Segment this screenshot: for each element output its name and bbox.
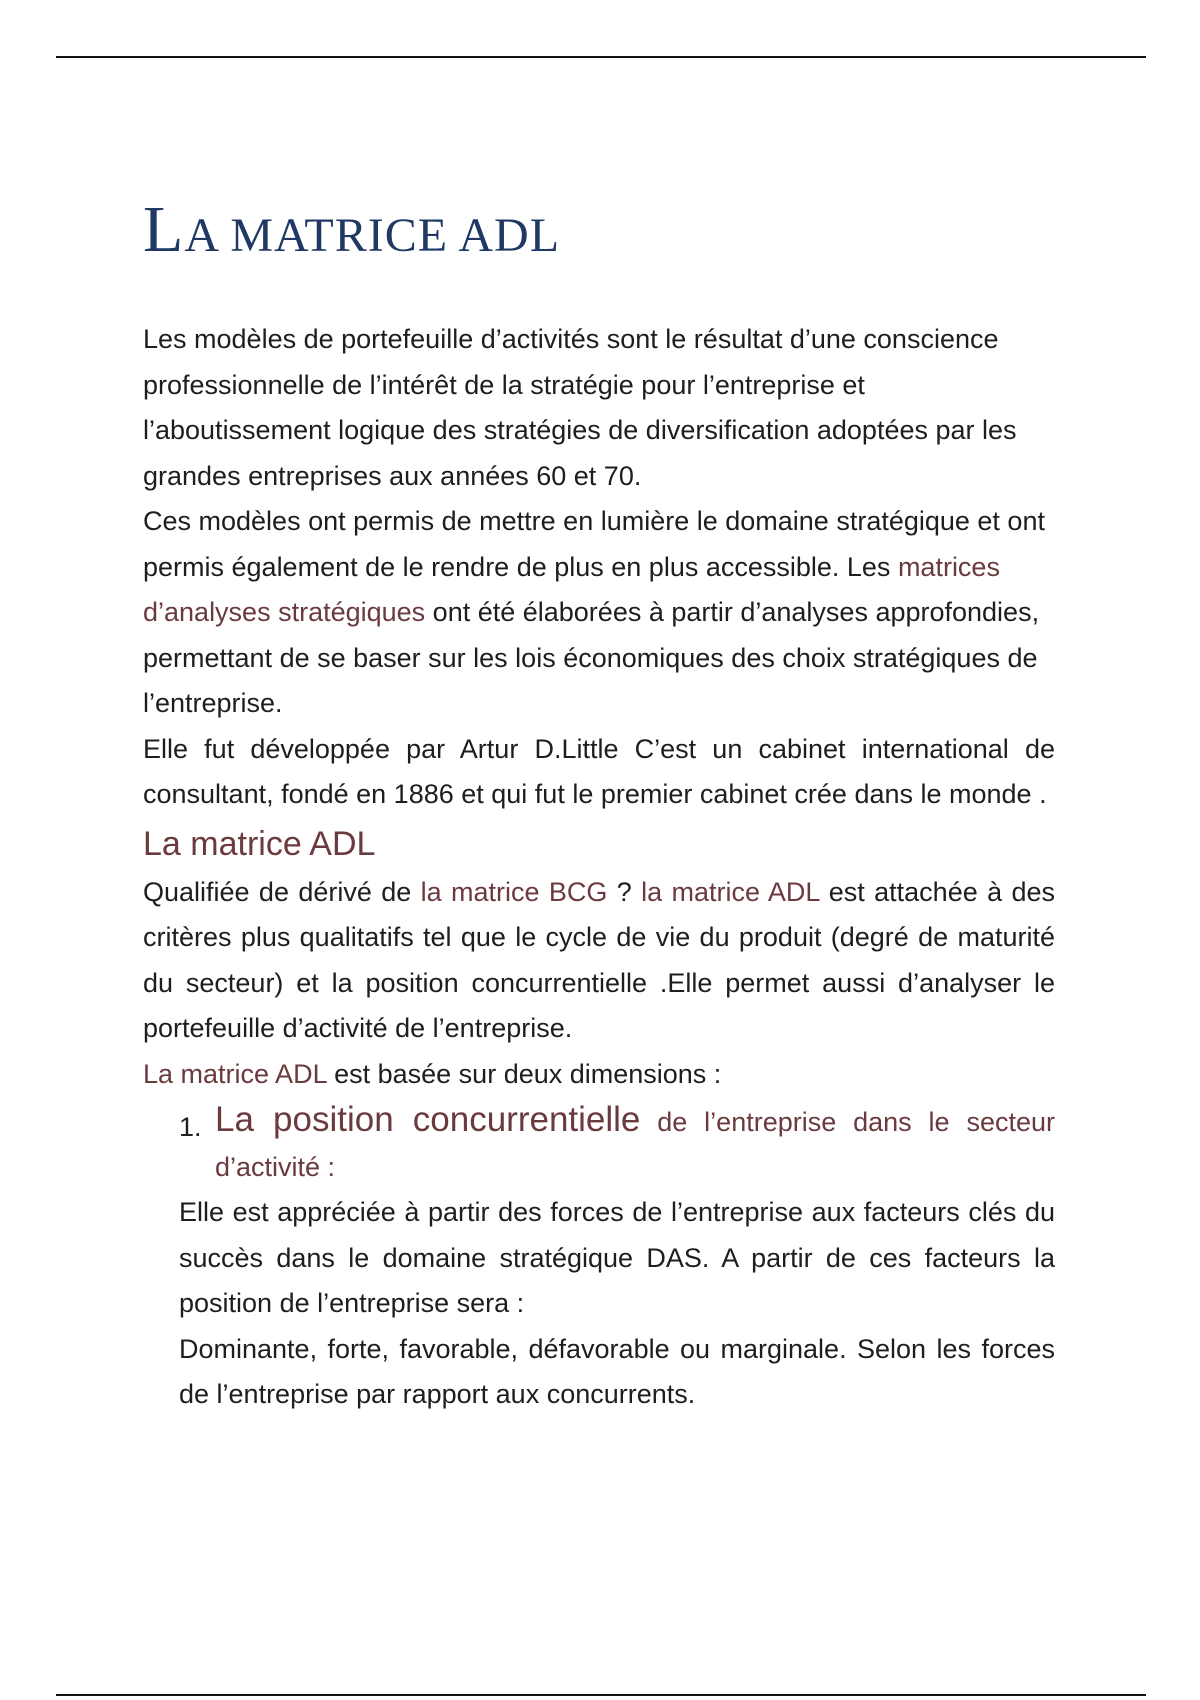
paragraph-2 bbox=[143, 499, 1055, 727]
title-first-letter: L bbox=[143, 193, 185, 266]
intro-paragraph: Les modèles de portefeuille d’activités sont le résultat d’une conscience professionnelle de l’intérêt de la stratégie pour l’entreprise et l’aboutissement logique des stratégies de diversification adoptées par les grandes entreprises aux années 60 et 70. bbox=[143, 324, 1017, 491]
section-p2-highlight: La matrice ADL bbox=[143, 1058, 327, 1089]
document-body bbox=[143, 190, 1055, 1418]
section-p1-start: Qualifiée de dérivé de bbox=[143, 876, 421, 907]
list-item-lead: La position concurrentielle bbox=[215, 1100, 641, 1140]
footer-rule bbox=[56, 1694, 1146, 1696]
list-item bbox=[179, 1097, 1055, 1190]
section-p1-mid: ? bbox=[607, 876, 642, 907]
numbered-list bbox=[179, 1097, 1055, 1418]
section-p1-highlight-bcg: la matrice BCG bbox=[420, 876, 608, 907]
section-p2-rest: est basée sur deux dimensions : bbox=[326, 1058, 722, 1089]
section-paragraph-1 bbox=[143, 870, 1055, 1052]
title-rest: A MATRICE ADL bbox=[184, 209, 561, 262]
list-item-text bbox=[215, 1097, 1055, 1190]
paragraph-3: Elle fut développée par Artur D.Little C’est un cabinet international de consultant, fondé en 1886 et qui fut le premier cabinet crée dans le monde . bbox=[143, 733, 1055, 810]
paragraph-2-highlight: matrices d’analyses stratégiques bbox=[143, 551, 1000, 628]
list-item-rest: de l’entreprise dans le secteur d’activité : bbox=[215, 1107, 1055, 1183]
paragraph-2-end: ont été élaborées à partir d’analyses approfondies, permettant de se baser sur les lois économiques des choix stratégiques de l’entreprise. bbox=[143, 597, 1040, 719]
section-p1-highlight-adl: la matrice ADL bbox=[641, 876, 820, 907]
section-p1-end: est attachée à des critères plus qualitatifs tel que le cycle de vie du produit (degré de maturité du secteur) et la position concurrentielle .Elle permet aussi d’analyser le portefeuille d’activité de l’entreprise. bbox=[143, 876, 1055, 1044]
section-heading: La matrice ADL bbox=[143, 824, 376, 863]
header-rule bbox=[56, 56, 1146, 58]
list-paragraph-2: Dominante, forte, favorable, défavorable ou marginale. Selon les forces de l’entreprise par rapport aux concurrents. bbox=[179, 1333, 1055, 1410]
page-title bbox=[143, 190, 1055, 269]
list-item-number: 1. bbox=[179, 1112, 202, 1143]
section-paragraph-2 bbox=[143, 1052, 1055, 1098]
list-paragraph-1: Elle est appréciée à partir des forces de l’entreprise aux facteurs clés du succès dans le domaine stratégique DAS. A partir de ces facteurs la position de l’entreprise sera : bbox=[179, 1197, 1055, 1319]
paragraph-2-start: Ces modèles ont permis de mettre en lumière le domaine stratégique et ont permis également de le rendre de plus en plus accessible. Les bbox=[143, 506, 1045, 582]
